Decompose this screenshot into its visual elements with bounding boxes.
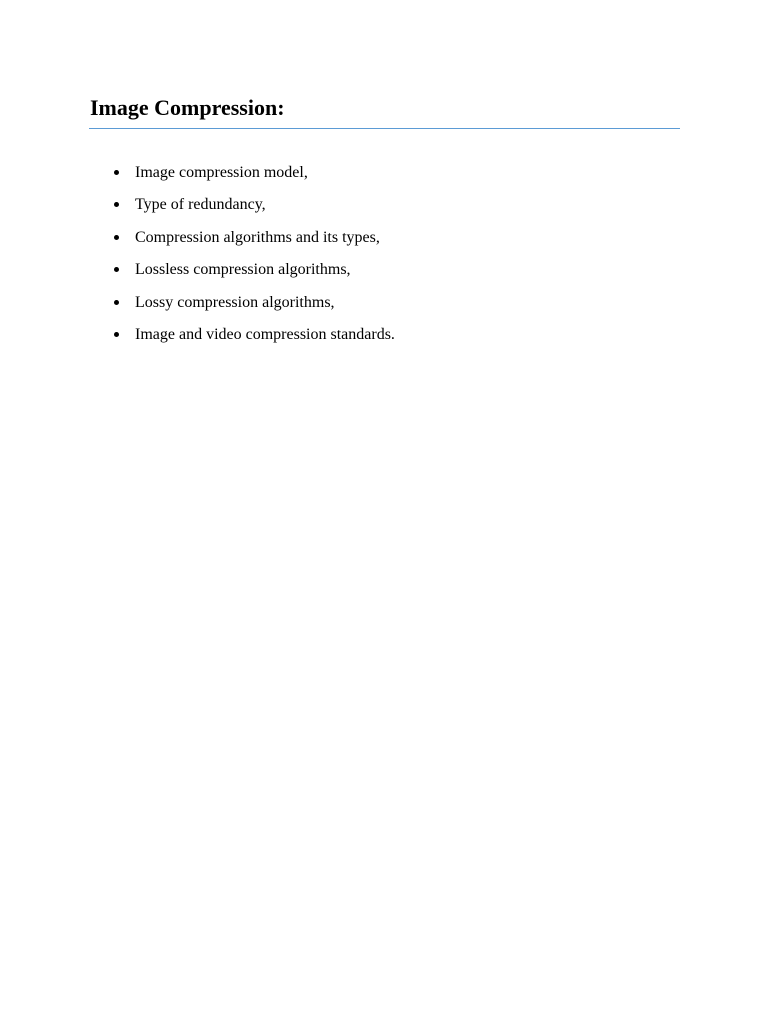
bullet-dot-icon [114,332,119,337]
heading-underline-rule [89,128,680,129]
bullet-dot-icon [114,300,119,305]
list-item-text: Type of redundancy, [135,196,266,214]
list-item-text: Image and video compression standards. [135,325,395,343]
bullet-dot-icon [114,267,119,272]
bullet-dot-icon [114,202,119,207]
page-heading: Image Compression: [90,95,285,120]
bullet-dot-icon [114,235,119,240]
bullet-dot-icon [114,170,119,175]
list-item-text: Lossy compression algorithms, [135,293,335,311]
list-item-text: Lossless compression algorithms, [135,261,351,279]
list-item-text: Image compression model, [135,164,308,181]
list-item-text: Compression algorithms and its types, [135,228,380,246]
